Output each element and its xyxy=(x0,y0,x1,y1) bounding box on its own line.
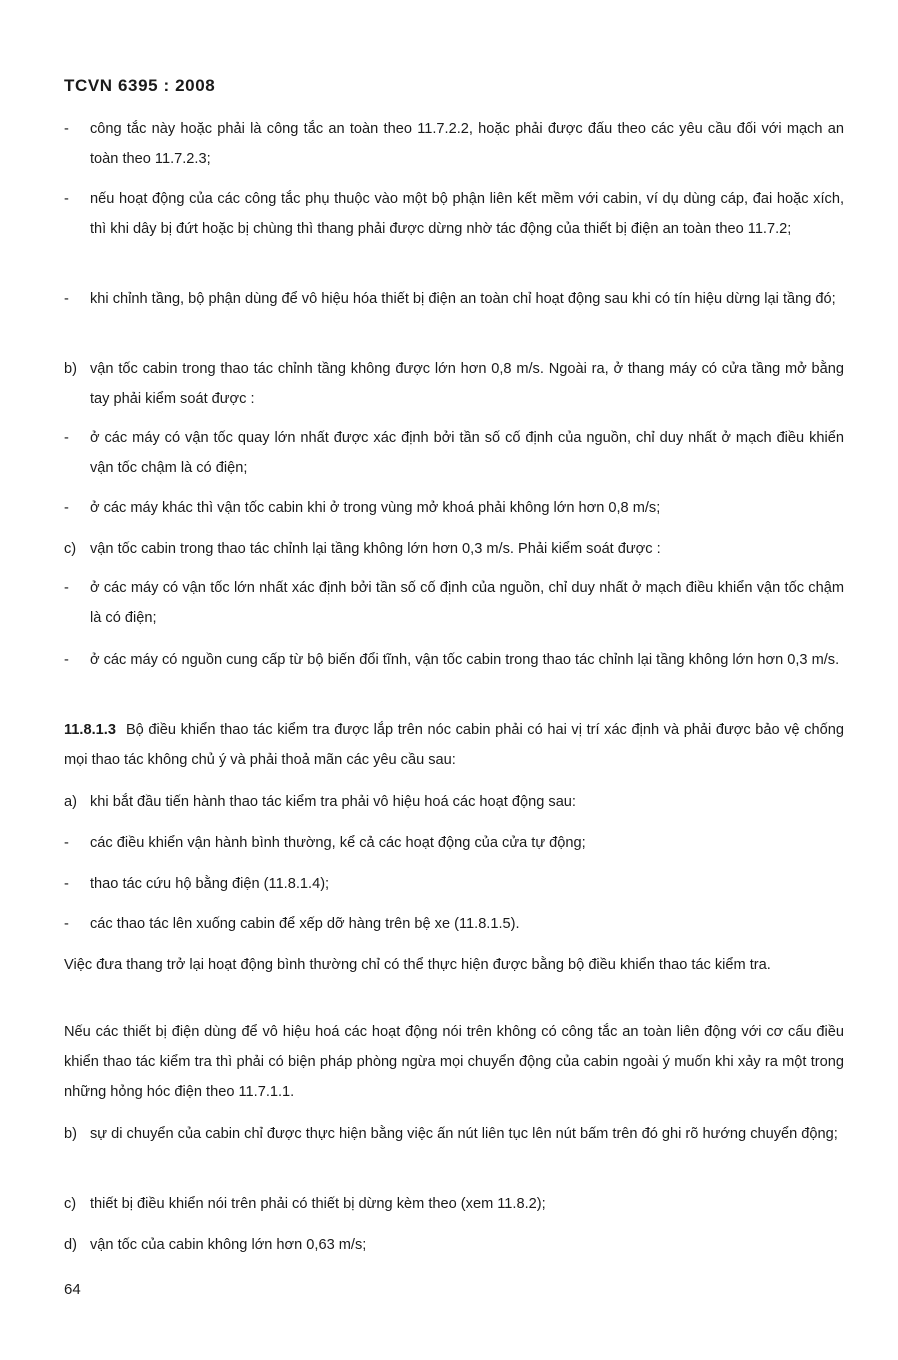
list-item-text: ở các máy khác thì vận tốc cabin khi ở trong vùng mở khoá phải không lớn hơn 0,8 m/s; xyxy=(90,500,661,516)
list-item xyxy=(64,184,844,244)
paragraph-text: Nếu các thiết bị điện dùng để vô hiệu hoá các hoạt động nói trên không có công tắc an toàn liên động với cơ cấu điều khiển thao tác kiểm tra thì phải có biện pháp phòng ngừa mọi chuyển động của cabin ngoài ý muốn khi xảy ra một trong những hỏng hóc điện theo 11.7.1.1. xyxy=(64,1024,844,1100)
list-item xyxy=(64,534,844,564)
list-item-text: ở các máy có vận tốc lớn nhất xác định bởi tần số cố định của nguồn, chỉ duy nhất ở mạch điều khiển vận tốc chậm là có điện; xyxy=(90,580,844,626)
list-item xyxy=(64,493,844,523)
list-item xyxy=(64,1119,844,1149)
list-marker: b) xyxy=(64,361,77,377)
list-marker: - xyxy=(64,916,69,932)
list-item-text: sự di chuyển của cabin chỉ được thực hiện bằng việc ấn nút liên tục lên nút bấm trên đó ghi rõ hướng chuyển động; xyxy=(90,1126,838,1142)
list-item xyxy=(64,909,844,939)
list-marker: - xyxy=(64,500,69,516)
list-item xyxy=(64,114,844,174)
list-marker: - xyxy=(64,580,69,596)
list-item-text: vận tốc cabin trong thao tác chỉnh tầng không được lớn hơn 0,8 m/s. Ngoài ra, ở thang máy có cửa tầng mở bằng tay phải kiểm soát được : xyxy=(90,361,844,407)
clause-text: Bộ điều khiển thao tác kiểm tra được lắp trên nóc cabin phải có hai vị trí xác định và phải được bảo vệ chống mọi thao tác không chủ ý và phải thoả mãn các yêu cầu sau: xyxy=(64,722,844,768)
list-item-text: ở các máy có nguồn cung cấp từ bộ biến đổi tĩnh, vận tốc cabin trong thao tác chỉnh lại tầng không lớn hơn 0,3 m/s. xyxy=(90,652,840,668)
list-marker: c) xyxy=(64,541,77,557)
list-marker: - xyxy=(64,291,69,307)
list-item xyxy=(64,423,844,483)
list-marker: d) xyxy=(64,1237,77,1253)
list-marker: - xyxy=(64,121,69,137)
list-item-text: thiết bị điều khiển nói trên phải có thiết bị dừng kèm theo (xem 11.8.2); xyxy=(90,1196,546,1212)
list-marker: - xyxy=(64,652,69,668)
list-item-text: vận tốc của cabin không lớn hơn 0,63 m/s; xyxy=(90,1237,367,1253)
list-item-text: các thao tác lên xuống cabin để xếp dỡ hàng trên bệ xe (11.8.1.5). xyxy=(90,916,520,932)
clause-number: 11.8.1.3 xyxy=(64,722,116,738)
list-item xyxy=(64,1230,844,1260)
list-marker: - xyxy=(64,430,69,446)
list-item-text: vận tốc cabin trong thao tác chỉnh lại tầng không lớn hơn 0,3 m/s. Phải kiểm soát được : xyxy=(90,541,661,557)
list-item-text: thao tác cứu hộ bằng điện (11.8.1.4); xyxy=(90,876,330,892)
list-item-text: các điều khiển vận hành bình thường, kể cả các hoạt động của cửa tự động; xyxy=(90,835,586,851)
page-number: 64 xyxy=(64,1281,81,1298)
paragraph xyxy=(64,1017,844,1107)
list-item xyxy=(64,284,844,314)
list-item-text: công tắc này hoặc phải là công tắc an toàn theo 11.7.2.2, hoặc phải được đấu theo các yêu cầu đối với mạch an toàn theo 11.7.2.3; xyxy=(90,121,844,167)
list-marker: - xyxy=(64,876,69,892)
list-item xyxy=(64,354,844,414)
list-marker: a) xyxy=(64,794,77,810)
paragraph-text: Việc đưa thang trở lại hoạt động bình thường chỉ có thể thực hiện được bằng bộ điều khiển thao tác kiểm tra. xyxy=(64,957,771,973)
list-item-text: khi bắt đầu tiến hành thao tác kiểm tra phải vô hiệu hoá các hoạt động sau: xyxy=(90,794,576,810)
paragraph xyxy=(64,950,844,980)
list-item xyxy=(64,1189,844,1219)
list-item-text: nếu hoạt động của các công tắc phụ thuộc vào một bộ phận liên kết mềm với cabin, ví dụ dùng cáp, đai hoặc xích, thì khi dây bị đứt hoặc bị chùng thì thang phải được dừng nhờ tác động của thiết bị điện an toàn theo 11.7.2; xyxy=(90,191,844,237)
list-item xyxy=(64,787,844,817)
list-marker: c) xyxy=(64,1196,77,1212)
list-marker: b) xyxy=(64,1126,77,1142)
list-item xyxy=(64,645,844,675)
list-item xyxy=(64,869,844,899)
list-marker: - xyxy=(64,835,69,851)
list-item-text: ở các máy có vận tốc quay lớn nhất được xác định bởi tần số cố định của nguồn, chỉ duy nhất ở mạch điều khiển vận tốc chậm là có điện; xyxy=(90,430,844,476)
clause-paragraph xyxy=(64,715,844,775)
list-item-text: khi chỉnh tầng, bộ phận dùng để vô hiệu hóa thiết bị điện an toàn chỉ hoạt động sau khi có tín hiệu dừng lại tầng đó; xyxy=(90,291,836,307)
list-marker: - xyxy=(64,191,69,207)
standard-header: TCVN 6395 : 2008 xyxy=(64,76,216,95)
list-item xyxy=(64,828,844,858)
list-item xyxy=(64,573,844,633)
